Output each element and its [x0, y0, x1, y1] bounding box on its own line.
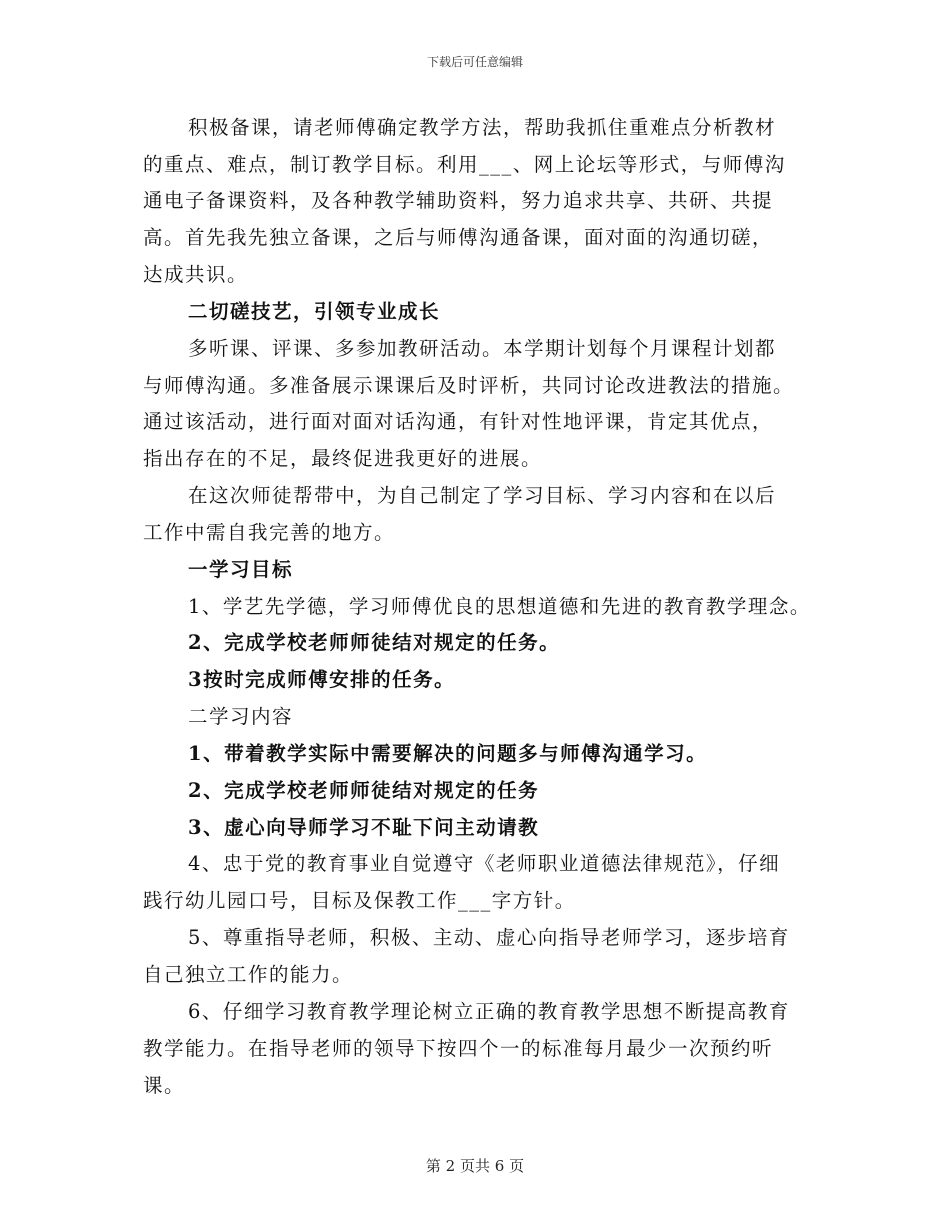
paragraph-line: 的重点、难点，制订教学目标。利用___、网上论坛等形式，与师傅沟	[143, 153, 786, 176]
list-item: 2、完成学校老师师徒结对规定的任务	[188, 779, 540, 802]
paragraph-line: 自己独立工作的能力。	[143, 963, 354, 986]
list-item: 3、虚心向导师学习不耻下问主动请教	[188, 816, 540, 839]
paragraph-line: 多听课、评课、多参加教研活动。本学期计划每个月课程计划都	[188, 337, 777, 360]
paragraph-line: 高。首先我先独立备课，之后与师傅沟通备课，面对面的沟通切磋，	[143, 226, 774, 249]
list-item: 2、完成学校老师师徒结对规定的任务。	[188, 631, 561, 654]
paragraph-line: 践行幼儿园口号，目标及保教工作___字方针。	[143, 889, 576, 912]
paragraph-line: 教学能力。在指导老师的领导下按四个一的标准每月最少一次预约听	[143, 1037, 774, 1060]
paragraph-line: 达成共识。	[143, 263, 249, 286]
paragraph-line: 通过该活动，进行面对面对话沟通，有针对性地评课，肯定其优点，	[143, 410, 774, 433]
page-footer: 第 2 页共 6 页	[425, 1157, 525, 1175]
page-header: 下载后可任意编辑	[426, 55, 523, 69]
list-item: 6、仔细学习教育教学理论树立正确的教育教学思想不断提高教育	[188, 1000, 790, 1023]
paragraph-line: 与师傅沟通。多准备展示课课后及时评析，共同讨论改进教法的措施。	[143, 374, 795, 397]
paragraph-line: 积极备课，请老师傅确定教学方法，帮助我抓住重难点分析教材	[188, 116, 777, 139]
section-heading: 二学习内容	[188, 705, 294, 728]
paragraph-line: 通电子备课资料，及各种教学辅助资料，努力追求共享、共研、共提	[143, 189, 774, 212]
paragraph-line: 工作中需自我完善的地方。	[143, 521, 396, 544]
paragraph-line: 指出存在的不足，最终促进我更好的进展。	[143, 447, 543, 470]
paragraph-line: 在这次师徒帮带中，为自己制定了学习目标、学习内容和在以后	[188, 484, 777, 507]
list-item: 1、带着教学实际中需要解决的问题多与师傅沟通学习。	[188, 742, 708, 765]
list-item: 4、忠于党的教育事业自觉遵守《老师职业道德法律规范》，仔细	[188, 852, 781, 875]
paragraph-line: 课。	[143, 1074, 186, 1097]
list-item: 3按时完成师傅安排的任务。	[188, 668, 456, 691]
list-item: 1、学艺先学德，学习师傅优良的思想道德和先进的教育教学理念。	[188, 595, 811, 618]
list-item: 5、尊重指导老师，积极、主动、虚心向指导老师学习，逐步培育	[188, 926, 790, 949]
section-heading: 一学习目标	[188, 558, 294, 581]
section-heading: 二切磋技艺，引领专业成长	[188, 300, 441, 323]
